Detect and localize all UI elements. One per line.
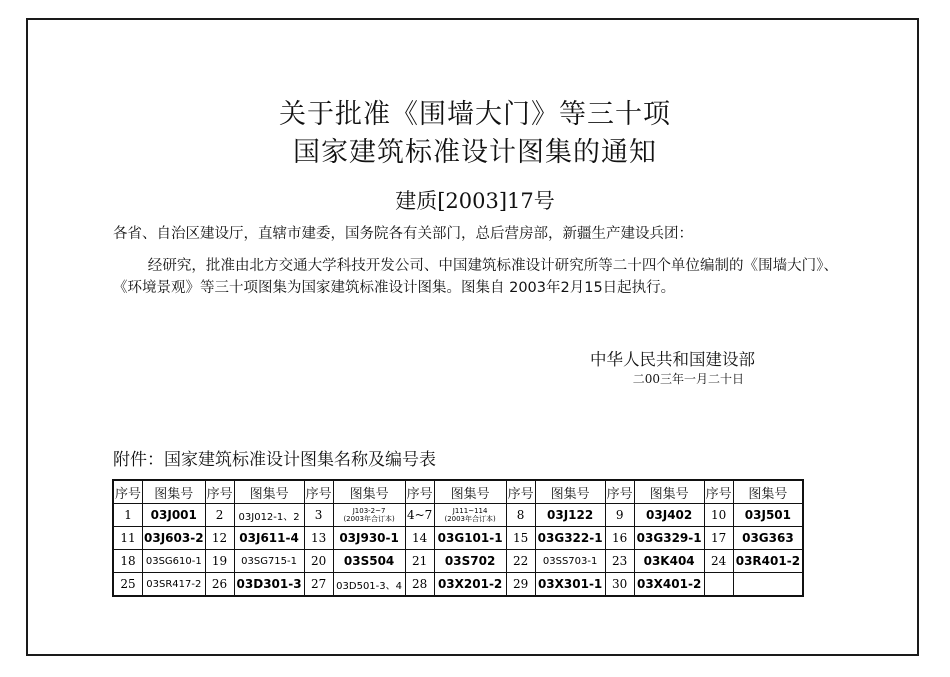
- atlas-code-cell: 03S702: [434, 550, 506, 573]
- atlas-code-cell: 03G329-1: [634, 527, 704, 550]
- notice-title-line1: 关于批准《围墙大门》等三十项: [279, 99, 671, 130]
- atlas-code-cell: 03SG610-1: [143, 550, 206, 573]
- atlas-code-cell: 03J930-1: [333, 527, 405, 550]
- seq-cell: 28: [405, 573, 434, 597]
- seq-cell: 19: [205, 550, 234, 573]
- notice-body: 经研究，批准由北方交通大学科技开发公司、中国建筑标准设计研究所等二十四个单位编制的《围墙大门》、《环境景观》等三十项图集为国家建筑标准设计图集。图集自 2003年2月15日起执行。: [113, 258, 838, 296]
- atlas-code-cell: 03D301-3: [234, 573, 304, 597]
- atlas-code-cell: 03G101-1: [434, 527, 506, 550]
- atlas-code-cell: 03X301-1: [535, 573, 605, 597]
- atlas-index-table: [112, 479, 804, 597]
- seq-cell: 8: [506, 504, 535, 527]
- seq-cell: 26: [205, 573, 234, 597]
- atlas-code-cell: 03G363: [733, 527, 803, 550]
- atlas-code-line: J111~114: [452, 507, 488, 515]
- atlas-code-cell: 03SG715-1: [234, 550, 304, 573]
- atlas-code-cell: 03J611-4: [234, 527, 304, 550]
- seq-cell: 18: [113, 550, 143, 573]
- seq-cell: 4~7: [405, 504, 434, 527]
- table-row: [113, 573, 803, 597]
- seq-cell: 2: [205, 504, 234, 527]
- seq-cell: 16: [605, 527, 634, 550]
- seq-cell: 11: [113, 527, 143, 550]
- atlas-code-cell: 03SS703-1: [535, 550, 605, 573]
- header-seq: 序号: [304, 480, 333, 504]
- document-number: 建质[2003]17号: [395, 189, 555, 213]
- table-row: [113, 504, 803, 527]
- header-seq: 序号: [405, 480, 434, 504]
- seq-cell: 17: [704, 527, 733, 550]
- atlas-code-cell: 03J501: [733, 504, 803, 527]
- seq-cell: 27: [304, 573, 333, 597]
- header-atlas-code: 图集号: [733, 480, 803, 504]
- atlas-code-cell: 03J001: [143, 504, 206, 527]
- seq-cell: 14: [405, 527, 434, 550]
- header-atlas-code: 图集号: [634, 480, 704, 504]
- seq-cell: 29: [506, 573, 535, 597]
- seq-cell: [704, 573, 733, 597]
- header-seq: 序号: [506, 480, 535, 504]
- atlas-code-cell: 03J603-2: [143, 527, 206, 550]
- header-atlas-code: 图集号: [143, 480, 206, 504]
- atlas-code-cell: 03X201-2: [434, 573, 506, 597]
- issuer: 中华人民共和国建设部: [590, 350, 755, 369]
- header-atlas-code: 图集号: [333, 480, 405, 504]
- atlas-code-cell: [733, 573, 803, 597]
- seq-cell: 22: [506, 550, 535, 573]
- atlas-code-cell: 03J402: [634, 504, 704, 527]
- atlas-code-cell: 03J012-1、2: [234, 504, 304, 527]
- header-atlas-code: 图集号: [234, 480, 304, 504]
- atlas-code-line: (2003年合订本): [343, 515, 395, 523]
- header-seq: 序号: [704, 480, 733, 504]
- atlas-code-cell: [333, 504, 405, 527]
- atlas-code-line: (2003年合订本): [444, 515, 496, 523]
- table-header-row: [113, 480, 803, 504]
- atlas-code-cell: 03R401-2: [733, 550, 803, 573]
- seq-cell: 10: [704, 504, 733, 527]
- issue-date: 二00三年一月二十日: [632, 372, 744, 386]
- addressees: 各省、自治区建设厅，直辖市建委，国务院各有关部门，总后营房部，新疆生产建设兵团：: [113, 226, 693, 242]
- seq-cell: 21: [405, 550, 434, 573]
- seq-cell: 13: [304, 527, 333, 550]
- header-seq: 序号: [205, 480, 234, 504]
- atlas-code-cell: 03G322-1: [535, 527, 605, 550]
- attachment-title: 附件：国家建筑标准设计图集名称及编号表: [113, 450, 436, 470]
- seq-cell: 15: [506, 527, 535, 550]
- seq-cell: 24: [704, 550, 733, 573]
- atlas-code-cell: 03K404: [634, 550, 704, 573]
- atlas-code-cell: 03S504: [333, 550, 405, 573]
- seq-cell: 20: [304, 550, 333, 573]
- notice-title-line2: 国家建筑标准设计图集的通知: [293, 137, 657, 168]
- seq-cell: 3: [304, 504, 333, 527]
- table-row: [113, 527, 803, 550]
- seq-cell: 12: [205, 527, 234, 550]
- header-seq: 序号: [113, 480, 143, 504]
- seq-cell: 1: [113, 504, 143, 527]
- atlas-code-cell: 03J122: [535, 504, 605, 527]
- atlas-code-cell: [434, 504, 506, 527]
- seq-cell: 9: [605, 504, 634, 527]
- seq-cell: 25: [113, 573, 143, 597]
- header-atlas-code: 图集号: [535, 480, 605, 504]
- seq-cell: 23: [605, 550, 634, 573]
- header-seq: 序号: [605, 480, 634, 504]
- atlas-code-line: J103-2~7: [352, 507, 386, 515]
- atlas-code-cell: 03X401-2: [634, 573, 704, 597]
- table-row: [113, 550, 803, 573]
- atlas-code-cell: 03SR417-2: [143, 573, 206, 597]
- seq-cell: 30: [605, 573, 634, 597]
- atlas-code-cell: 03D501-3、4: [333, 573, 405, 597]
- header-atlas-code: 图集号: [434, 480, 506, 504]
